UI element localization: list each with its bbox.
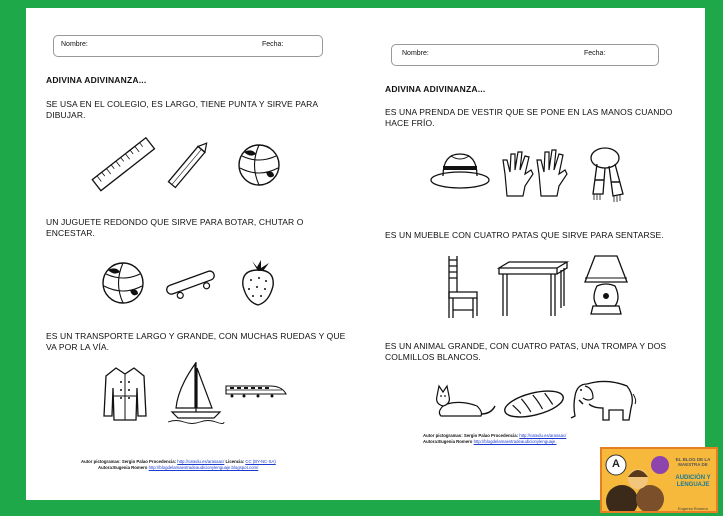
footer-author: Autora:Eugenia Romero <box>98 465 148 470</box>
date-label: Fecha: <box>262 41 284 48</box>
footer-blog-link[interactable]: http://blogdelamaestradeaudicionylenguaje.blogspot.com/ <box>148 465 259 470</box>
strawberry-icon <box>237 258 279 308</box>
ball-icon <box>100 260 146 306</box>
name-label: Nombre: <box>61 41 88 48</box>
worksheet-page-left <box>26 8 363 500</box>
footer-link-arasaac[interactable]: http://catedu.es/arasaac/ <box>177 459 225 464</box>
pencil-icon <box>159 132 219 198</box>
riddle-text: ES UN ANIMAL GRANDE, CON CUATRO PATAS, UNA TROMPA Y DOS COLMILLOS BLANCOS. <box>385 341 667 362</box>
elephant-icon <box>567 374 637 424</box>
name-label: Nombre: <box>402 50 429 57</box>
lamp-icon <box>581 252 631 318</box>
worksheet-page-right <box>361 8 705 500</box>
sailboat-icon <box>166 358 226 424</box>
hat-icon <box>429 148 491 192</box>
logo-author: Eugenia Romero <box>677 506 709 511</box>
ball-icon <box>236 142 282 188</box>
riddle-text: UN JUGUETE REDONDO QUE SIRVE PARA BOTAR, CHUTAR O ENCESTAR. <box>46 217 304 238</box>
footer-author: Autora:Eugenia Romero <box>423 439 473 444</box>
footer-license-label: Licencia: <box>225 459 245 464</box>
riddle-text: SE USA EN EL COLEGIO, ES LARGO, TIENE PUNTA Y SIRVE PARA DIBUJAR. <box>46 99 318 120</box>
train-icon <box>224 380 288 400</box>
chair-icon <box>443 254 483 320</box>
cat-icon <box>431 384 497 420</box>
gloves-icon <box>501 148 571 200</box>
footer-link-arasaac[interactable]: http://catedu.es/arasaac/ <box>519 433 567 438</box>
riddle-text: ES UN MUEBLE CON CUATRO PATAS QUE SIRVE PARA SENTARSE. <box>385 230 664 240</box>
footer-credits-line2 <box>98 465 258 471</box>
name-date-box <box>391 44 659 66</box>
logo-line1: EL BLOG DE LA MAESTRA DE <box>675 457 711 467</box>
riddle-text: ES UNA PRENDA DE VESTIR QUE SE PONE EN LAS MANOS CUANDO HACE FRÍO. <box>385 107 673 128</box>
blog-logo <box>600 447 718 513</box>
date-label: Fecha: <box>584 50 606 57</box>
table-icon <box>497 260 569 318</box>
footer-author-pictos: Autor pictogramas: Sergio Palao Procedencia: <box>423 433 519 438</box>
logo-line2: AUDICIÓN Y LENGUAJE <box>675 475 711 488</box>
worksheet-title: ADIVINA ADIVINANZA... <box>385 84 486 94</box>
footer-author-pictos: Autor pictogramas: Sergio Palao Procedencia: <box>81 459 177 464</box>
footer-blog-link[interactable]: http://blogdelamaestradeaudicionylenguaje. <box>473 439 557 444</box>
footer-license-link[interactable]: CC (BY-NC-SA) <box>245 459 276 464</box>
logo-letter: A <box>612 458 620 470</box>
skateboard-icon <box>163 266 219 302</box>
ruler-icon <box>88 135 160 195</box>
riddle-text: ES UN TRANSPORTE LARGO Y GRANDE, CON MUCHAS RUEDAS Y QUE VA POR LA VÍA. <box>46 331 346 352</box>
worksheet-title: ADIVINA ADIVINANZA... <box>46 75 147 85</box>
bread-icon <box>501 386 567 422</box>
scarf-icon <box>583 144 627 204</box>
footer-credits-line2 <box>423 439 557 445</box>
name-date-box <box>53 35 323 57</box>
coat-icon <box>102 364 148 422</box>
